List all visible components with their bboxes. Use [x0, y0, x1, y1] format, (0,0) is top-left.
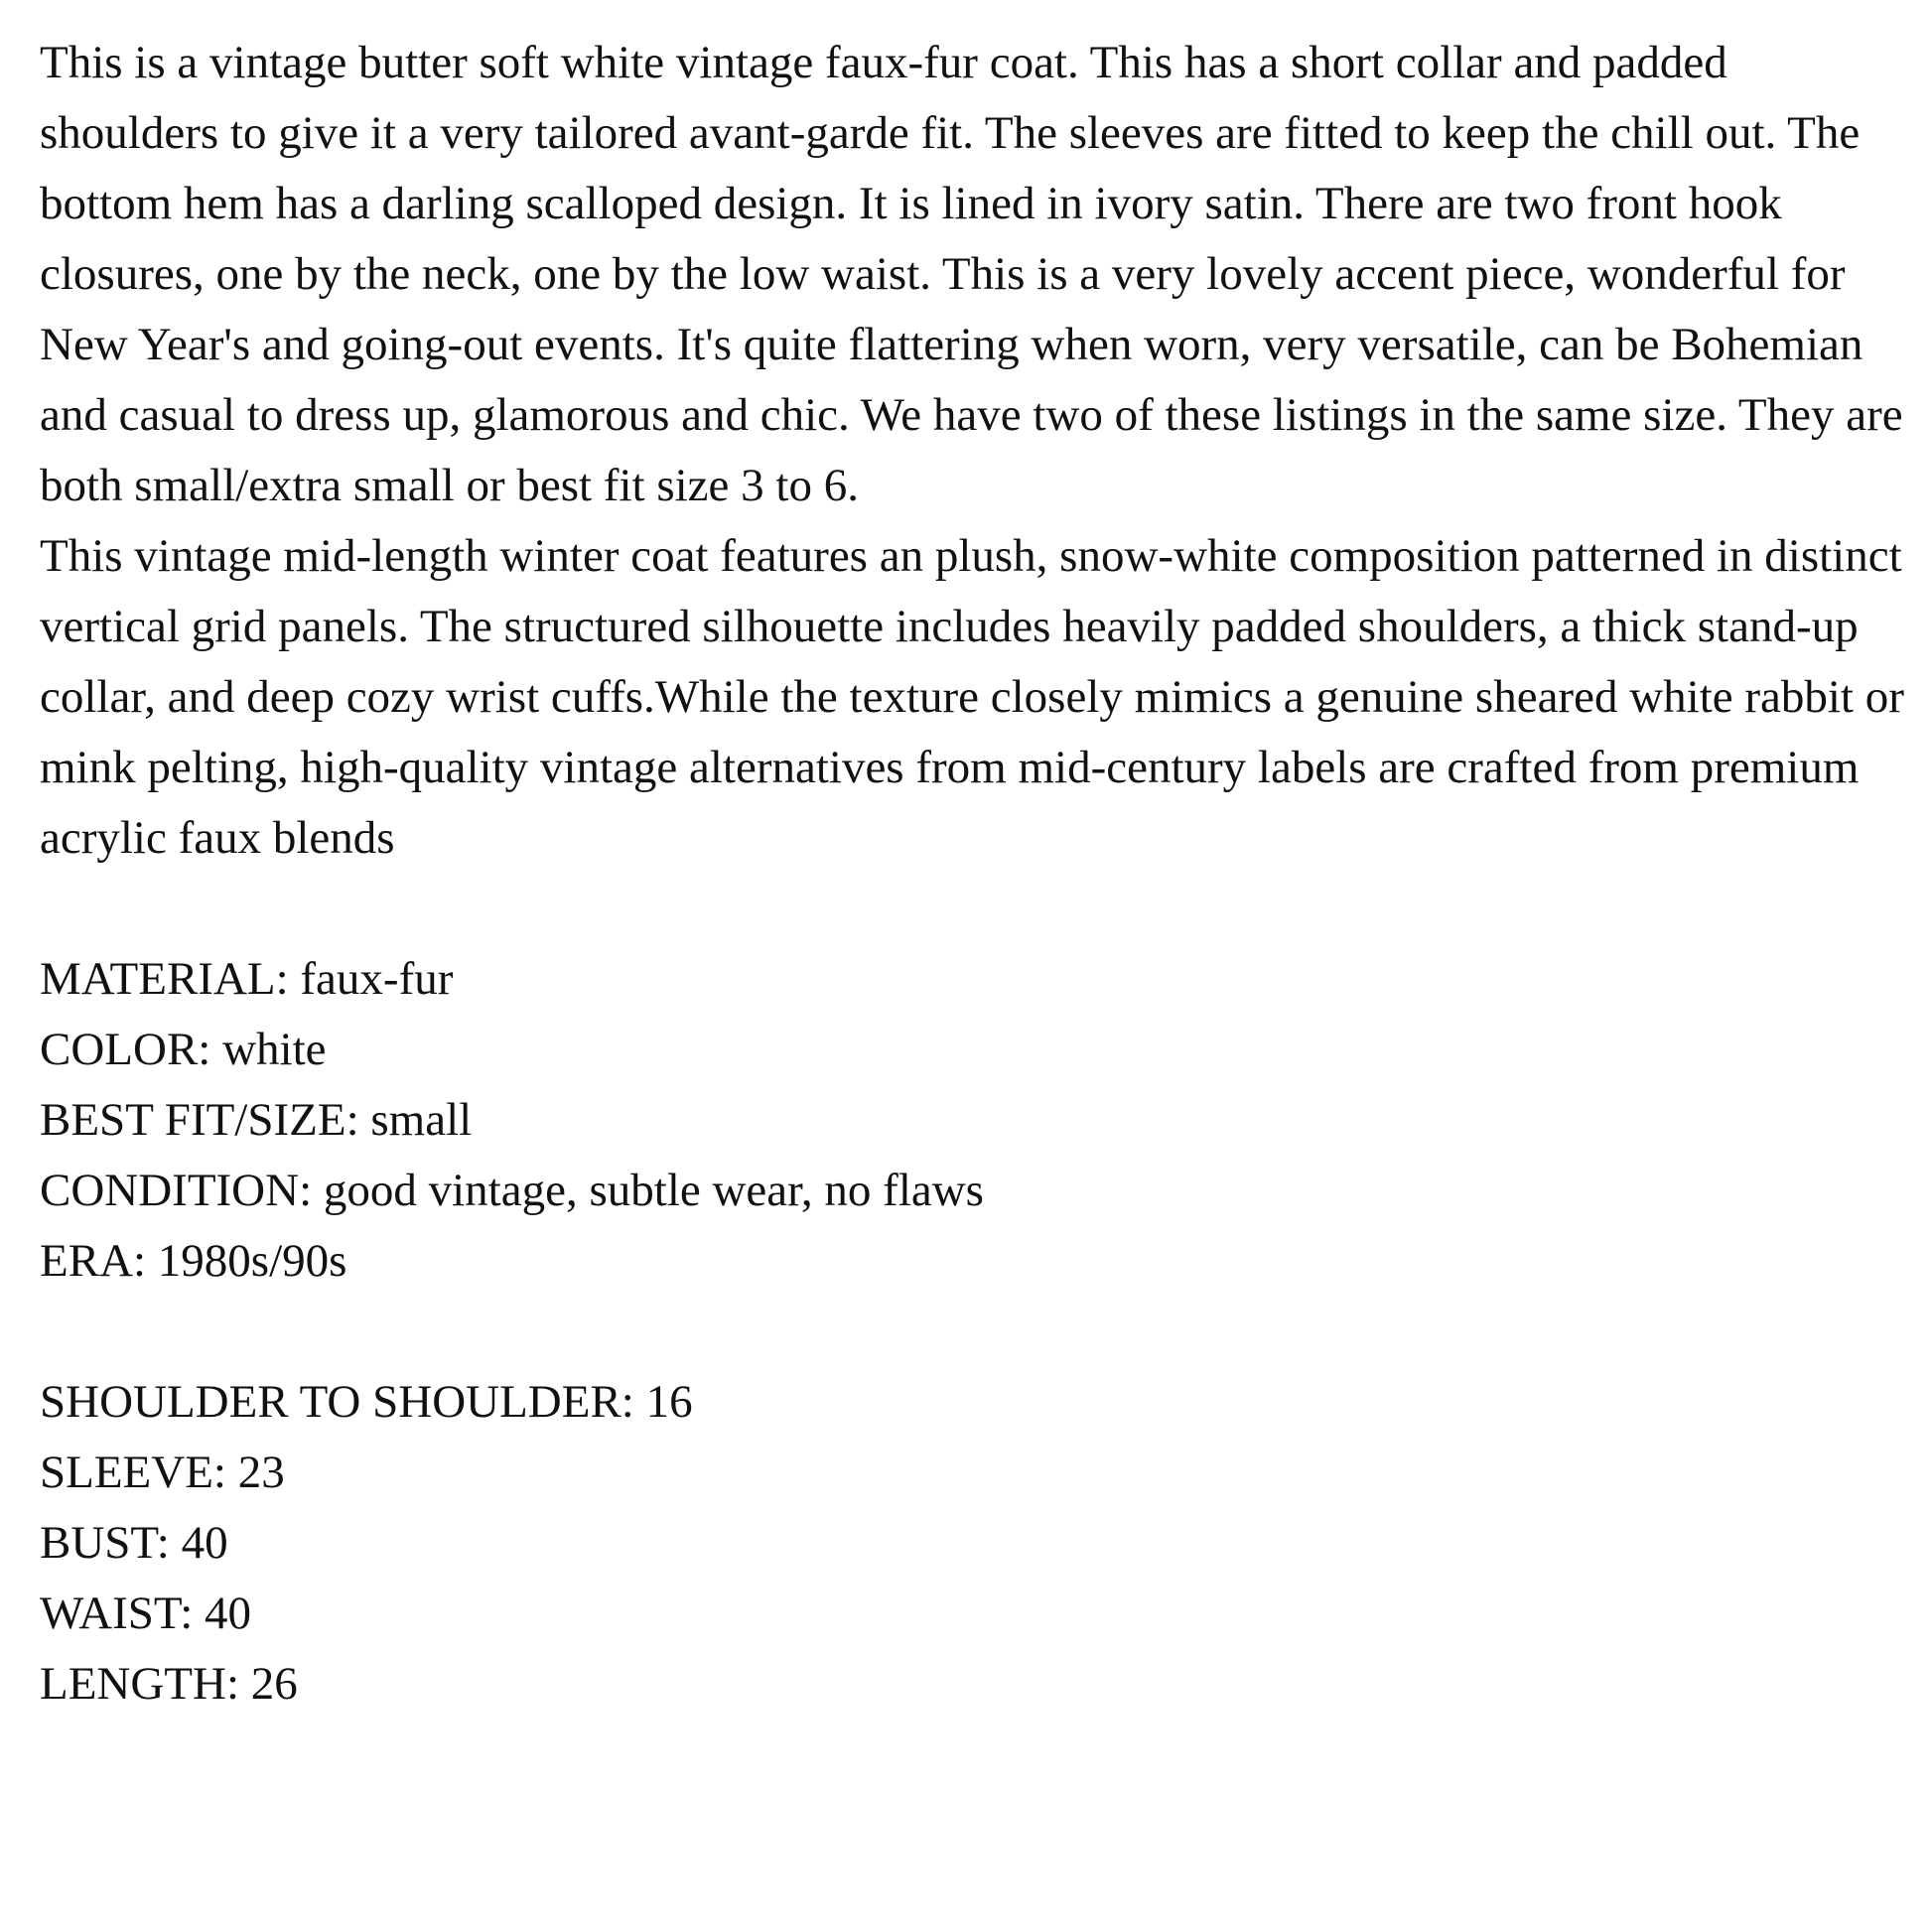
condition-line: CONDITION: good vintage, subtle wear, no flaws: [40, 1165, 984, 1216]
fit-line: BEST FIT/SIZE: small: [40, 1094, 473, 1146]
length-line: LENGTH: 26: [40, 1658, 298, 1710]
shoulder-line: SHOULDER TO SHOULDER: 16: [40, 1376, 693, 1428]
color-line: COLOR: white: [40, 1024, 327, 1075]
listing-description: [40, 28, 1916, 1720]
description-paragraph-2: This vintage mid-length winter coat features an plush, snow-white composition patterned in distinct vertical grid panels. The structured silhouette includes heavily padded shoulders, a thick stand-up collar, and deep cozy wrist cuffs.While the texture closely mimics a genuine sheared white rabbit or mink pelting, high-quality vintage alternatives from mid-century labels are crafted from premium acrylic faux blends: [40, 530, 1904, 864]
details-list: [40, 944, 1916, 1297]
measurements-list: [40, 1367, 1916, 1720]
waist-line: WAIST: 40: [40, 1587, 252, 1639]
spacer: [40, 1297, 1916, 1367]
spacer: [40, 874, 1916, 944]
bust-line: BUST: 40: [40, 1517, 228, 1569]
description-paragraph-1: This is a vintage butter soft white vintage faux-fur coat. This has a short collar and padded shoulders to give it a very tailored avant-garde fit. The sleeves are fitted to keep the chill out. The bottom hem has a darling scalloped design. It is lined in ivory satin. There are two front hook closures, one by the neck, one by the low waist. This is a very lovely accent piece, wonderful for New Year's and going-out events. It's quite flattering when worn, very versatile, can be Bohemian and casual to dress up, glamorous and chic. We have two of these listings in the same size. They are both small/extra small or best fit size 3 to 6.: [40, 37, 1903, 511]
sleeve-line: SLEEVE: 23: [40, 1447, 285, 1498]
material-line: MATERIAL: faux-fur: [40, 953, 454, 1005]
era-line: ERA: 1980s/90s: [40, 1235, 347, 1287]
